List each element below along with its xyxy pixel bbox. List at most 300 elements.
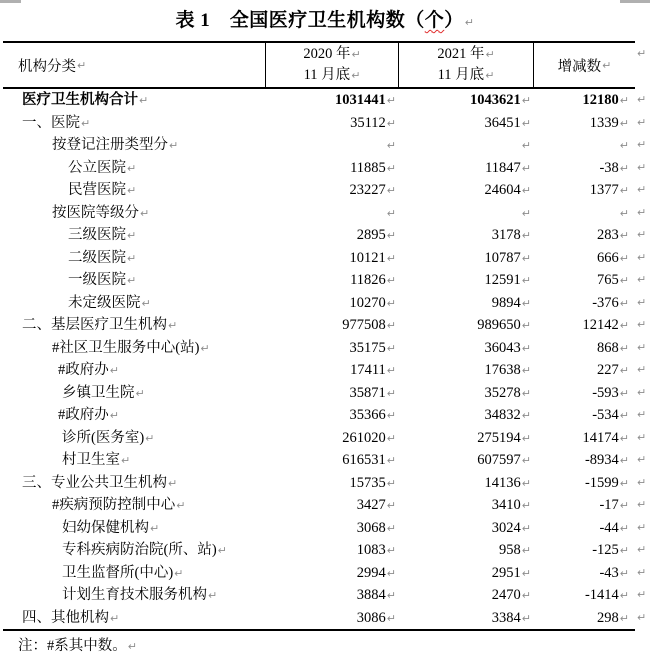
row-change-cell [533,224,647,248]
row-2020-cell [265,607,398,631]
paragraph-mark: ↵ [619,184,629,197]
row-2020-value: 10121 [349,249,386,266]
header-cell-change [533,43,647,87]
table-title-suffix: ） [444,10,464,31]
header-category-label: 机构分类 [18,58,76,75]
row-change-value: 1339 [589,114,619,131]
row-2021-cell [398,607,533,631]
row-2021-cell [398,517,533,541]
paragraph-mark: ↵ [386,274,396,287]
paragraph-mark: ↵ [351,69,361,82]
row-2021-cell [398,269,533,293]
paragraph-mark: ↵ [110,611,120,625]
row-change-value: 227 [597,362,619,378]
row-category-label: 村卫生室 [62,452,120,468]
row-2020-cell [265,134,398,158]
row-category-label: 计划生育技术服务机构 [62,587,207,603]
row-category-label: 一级医院 [68,272,126,288]
row-end-mark: ↵ [637,138,647,151]
row-category-label: 三、专业公共卫生机构 [22,474,167,491]
row-end-mark: ↵ [637,565,647,579]
paragraph-mark: ↵ [619,431,629,445]
row-change-cell [533,584,647,608]
row-2020-cell [265,539,398,563]
table-row [3,157,647,180]
paragraph-mark: ↵ [619,341,629,355]
row-change-value: -1599 [584,474,619,491]
paragraph-mark: ↵ [140,206,150,220]
row-2020-cell [265,247,398,271]
paragraph-mark: ↵ [521,296,531,310]
row-2021-cell [398,247,533,271]
table-row [3,584,647,607]
row-2020-value: 1031441 [335,92,386,108]
table-row [3,539,647,562]
paragraph-mark: ↵ [109,364,119,377]
paragraph-mark: ↵ [619,521,629,535]
row-category-cell [3,157,265,181]
table-row [3,562,647,585]
row-category-cell [3,494,265,518]
row-change-cell [533,494,647,518]
header-cell-2020 [265,43,398,87]
row-end-mark: ↵ [637,498,647,511]
header-2020-line2: 11 月底 [303,67,351,83]
row-category-label: 三级医院 [68,227,126,243]
row-2020-value: 616531 [342,452,386,468]
row-2021-value: 3024 [491,519,521,536]
row-2020-value: 11885 [350,159,386,176]
paragraph-mark: ↵ [386,544,396,557]
row-2021-value: 35278 [484,384,521,401]
row-category-cell [3,202,265,226]
paragraph-mark: ↵ [619,386,629,400]
row-2021-value: 36043 [484,339,521,356]
row-change-cell [533,202,647,226]
row-end-mark: ↵ [637,318,647,331]
row-2020-cell [265,157,398,181]
paragraph-mark: ↵ [386,341,396,355]
paragraph-mark: ↵ [386,364,396,377]
row-2020-cell [265,292,398,316]
paragraph-mark: ↵ [135,386,145,400]
row-end-mark: ↵ [637,273,647,286]
paragraph-mark: ↵ [521,139,531,152]
row-category-label: #社区卫生服务中心(站) [52,339,200,356]
row-2020-cell [265,179,398,203]
row-2021-value: 3178 [491,227,521,243]
row-2020-cell [265,89,398,113]
row-end-mark: ↵ [637,205,647,219]
header-2021-line1: 2021 年 [437,46,485,62]
row-2020-cell [265,112,398,136]
paragraph-mark: ↵ [139,94,149,107]
paragraph-mark: ↵ [619,319,629,332]
row-change-cell [533,89,647,113]
paragraph-mark: ↵ [121,454,131,467]
row-category-cell [3,562,265,586]
table-row [3,404,647,427]
row-category-cell [3,472,265,496]
row-change-value: -1414 [584,587,619,603]
row-2021-cell [398,112,533,136]
table-row [3,112,647,135]
row-2021-cell [398,134,533,158]
row-2021-cell [398,202,533,226]
row-2020-value: 3068 [356,519,386,536]
paragraph-mark: ↵ [619,476,629,490]
row-change-cell [533,337,647,361]
row-change-cell [533,314,647,338]
row-change-cell [533,472,647,496]
table-row [3,494,647,517]
row-2021-cell [398,539,533,563]
row-change-value: -17 [599,497,619,513]
paragraph-mark: ↵ [521,364,531,377]
row-2021-value: 12591 [484,272,521,288]
row-change-cell [533,269,647,293]
row-change-cell [533,179,647,203]
paragraph-mark: ↵ [386,94,396,107]
row-change-cell [533,607,647,631]
paragraph-mark: ↵ [386,229,396,242]
row-2021-value: 958 [499,542,521,558]
row-category-label: 按登记注册类型分 [52,137,168,153]
row-2021-value: 14136 [484,474,521,491]
row-category-cell [3,224,265,248]
paragraph-mark: ↵ [168,319,178,332]
row-2021-cell [398,89,533,113]
row-change-value: 12180 [582,92,619,108]
row-category-cell [3,427,265,451]
row-2020-cell [265,404,398,428]
footnote [18,636,137,657]
paragraph-mark: ↵ [521,274,531,287]
paragraph-mark: ↵ [176,499,186,512]
row-2020-value: 35871 [349,384,386,401]
row-2020-value: 261020 [342,429,386,446]
row-change-value: 298 [597,609,619,626]
paragraph-mark: ↵ [521,94,531,107]
paragraph-mark: ↵ [619,251,629,265]
paragraph-mark: ↵ [521,521,531,535]
paragraph-mark: ↵ [521,184,531,197]
row-2021-value: 36451 [484,114,521,131]
header-cell-2021 [398,43,533,87]
line-break-mark: ↵ [351,48,361,61]
row-2021-value: 275194 [477,429,521,446]
row-category-label: #政府办 [58,407,109,423]
table-row [3,247,647,270]
row-end-mark: ↵ [637,475,647,489]
table-row [3,269,647,292]
row-end-mark: ↵ [637,115,647,129]
paragraph-mark: ↵ [127,274,137,287]
paragraph-mark: ↵ [386,566,396,580]
table-title [0,7,650,36]
row-2020-value: 3427 [356,497,386,513]
row-end-mark: ↵ [637,363,647,376]
paragraph-mark: ↵ [174,566,184,580]
row-2021-cell [398,292,533,316]
paragraph-mark: ↵ [619,206,629,220]
row-change-value: -44 [599,519,619,536]
row-2020-cell [265,224,398,248]
paragraph-mark: ↵ [127,161,137,175]
row-category-label: #政府办 [58,362,109,378]
row-2021-value: 11847 [485,159,521,176]
row-end-mark: ↵ [637,250,647,264]
paragraph-mark: ↵ [521,251,531,265]
table-row [3,202,647,225]
row-2021-value: 989650 [477,317,521,333]
row-2021-value: 34832 [484,407,521,423]
table-row [3,427,647,450]
paragraph-mark: ↵ [521,341,531,355]
row-change-cell [533,382,647,406]
row-category-cell [3,539,265,563]
row-2021-cell [398,562,533,586]
paragraph-mark: ↵ [464,16,475,29]
paragraph-mark: ↵ [217,544,227,557]
paragraph-mark: ↵ [127,229,137,242]
paragraph-mark: ↵ [619,611,629,625]
paragraph-mark: ↵ [386,184,396,197]
row-category-label: 民营医院 [68,182,126,198]
row-change-cell [533,292,647,316]
paragraph-mark: ↵ [386,409,396,422]
line-break-mark: ↵ [485,48,495,61]
footnote-text: 注：#系其中数。 [18,638,127,654]
table-row [3,472,647,495]
paragraph-mark: ↵ [77,58,87,72]
row-change-cell [533,359,647,383]
row-2020-value: 15735 [349,474,386,491]
table-body [3,89,647,629]
row-2020-value: 35112 [350,114,386,131]
header-2021-line2: 11 月底 [437,67,485,83]
row-2020-value: 2994 [356,564,386,581]
row-category-cell [3,584,265,608]
paragraph-mark: ↵ [521,386,531,400]
row-change-value: 868 [597,339,619,356]
row-2021-cell [398,179,533,203]
row-2021-cell [398,472,533,496]
row-end-mark: ↵ [637,295,647,309]
row-end-mark: ↵ [637,543,647,556]
paragraph-mark: ↵ [521,544,531,557]
row-category-label: 医疗卫生机构合计 [22,92,138,108]
paragraph-mark: ↵ [619,274,629,287]
row-category-cell [3,337,265,361]
paragraph-mark: ↵ [386,319,396,332]
row-change-value: 765 [597,272,619,288]
row-change-value: -534 [592,407,619,423]
row-category-cell [3,359,265,383]
row-category-label: 专科疾病防治院(所、站) [62,542,217,558]
paragraph-mark: ↵ [619,566,629,580]
page-edge-fragment-right [620,0,650,3]
paragraph-mark: ↵ [386,251,396,265]
row-end-mark: ↵ [637,340,647,354]
paragraph-mark: ↵ [386,206,396,220]
paragraph-mark: ↵ [521,161,531,175]
row-category-label: 二级医院 [68,249,126,266]
paragraph-mark: ↵ [521,566,531,580]
row-2021-cell [398,337,533,361]
row-category-cell [3,382,265,406]
row-2020-value: 17411 [350,362,386,378]
row-2020-value: 23227 [349,182,386,198]
row-change-cell [533,562,647,586]
row-2020-value: 11826 [350,272,386,288]
paragraph-mark: ↵ [521,229,531,242]
row-2021-value: 10787 [484,249,521,266]
row-2021-value: 2470 [491,587,521,603]
row-category-label: 一、医院 [22,114,80,131]
row-category-label: 卫生监督所(中心) [62,564,174,581]
row-2021-value: 24604 [484,182,521,198]
row-2021-cell [398,314,533,338]
row-change-cell [533,247,647,271]
row-change-value: -8934 [584,452,619,468]
row-category-cell [3,404,265,428]
row-category-label: 四、其他机构 [22,609,109,626]
row-change-cell [533,427,647,451]
row-category-cell [3,607,265,631]
row-category-cell [3,269,265,293]
row-end-mark: ↵ [637,588,647,601]
row-category-cell [3,449,265,473]
row-end-mark: ↵ [637,228,647,241]
row-change-cell [533,539,647,563]
row-2021-cell [398,382,533,406]
row-2021-value: 3384 [491,609,521,626]
table-row [3,292,647,315]
row-end-mark: ↵ [637,520,647,534]
row-2021-value: 2951 [491,564,521,581]
row-2021-cell [398,584,533,608]
row-change-cell [533,112,647,136]
row-2020-cell [265,472,398,496]
row-change-cell [533,134,647,158]
paragraph-mark: ↵ [619,94,629,107]
paragraph-mark: ↵ [150,521,160,535]
table-row [3,337,647,360]
row-2021-value: 9894 [491,294,521,311]
row-2021-value: 1043621 [470,92,521,108]
paragraph-mark: ↵ [200,341,210,355]
row-category-cell [3,134,265,158]
row-2020-cell [265,314,398,338]
paragraph-mark: ↵ [521,499,531,512]
paragraph-mark: ↵ [208,589,218,602]
row-end-mark: ↵ [637,385,647,399]
paragraph-mark: ↵ [109,409,119,422]
paragraph-mark: ↵ [619,296,629,310]
row-2020-cell [265,359,398,383]
paragraph-mark: ↵ [81,116,91,130]
table-header-row [3,43,647,89]
paragraph-mark: ↵ [127,640,137,653]
row-change-cell [533,517,647,541]
paragraph-mark: ↵ [619,161,629,175]
row-change-value: -593 [592,384,619,401]
row-2020-value: 10270 [349,294,386,311]
row-2020-value: 3086 [356,609,386,626]
header-2020-line1: 2020 年 [303,46,351,62]
row-end-mark: ↵ [637,453,647,466]
row-2020-cell [265,269,398,293]
row-2020-cell [265,337,398,361]
row-2021-cell [398,224,533,248]
paragraph-mark: ↵ [521,431,531,445]
paragraph-mark: ↵ [619,116,629,130]
row-2021-cell [398,157,533,181]
paragraph-mark: ↵ [485,69,495,82]
row-category-label: 乡镇卫生院 [62,384,135,401]
row-category-label: 妇幼保健机构 [62,519,149,536]
paragraph-mark: ↵ [127,184,137,197]
row-2020-value: 35366 [349,407,386,423]
table-row [3,359,647,382]
row-change-cell [533,157,647,181]
row-change-value: -38 [599,159,619,176]
paragraph-mark: ↵ [521,409,531,422]
row-category-cell [3,314,265,338]
row-end-mark: ↵ [637,408,647,421]
header-cell-category [3,43,265,87]
paragraph-mark: ↵ [521,611,531,625]
row-category-cell [3,89,265,113]
row-change-cell [533,404,647,428]
row-change-value: -125 [592,542,619,558]
row-2020-cell [265,494,398,518]
table-row [3,607,647,630]
paragraph-mark: ↵ [619,229,629,242]
table-row [3,449,647,472]
row-category-label: 诊所(医务室) [62,429,145,446]
paragraph-mark: ↵ [619,544,629,557]
table-row [3,134,647,157]
row-change-value: 283 [597,227,619,243]
paragraph-mark: ↵ [386,431,396,445]
paragraph-mark: ↵ [386,296,396,310]
spellcheck-underlined-char: 个 [424,10,445,31]
row-2020-cell [265,449,398,473]
table-title-text: 表 1 全国医疗卫生机构数（ [175,10,425,31]
page-edge-fragment-left [0,0,21,3]
row-category-cell [3,517,265,541]
paragraph-mark: ↵ [619,139,629,152]
paragraph-mark: ↵ [619,409,629,422]
paragraph-mark: ↵ [386,611,396,625]
row-2021-cell [398,494,533,518]
statistics-table [3,41,647,631]
paragraph-mark: ↵ [386,161,396,175]
paragraph-mark: ↵ [386,454,396,467]
row-2021-value: 3410 [491,497,521,513]
table-row [3,224,647,247]
row-2020-cell [265,427,398,451]
paragraph-mark: ↵ [168,476,178,490]
paragraph-mark: ↵ [386,139,396,152]
row-change-value: 14174 [582,429,619,446]
paragraph-mark: ↵ [602,58,612,72]
row-end-mark: ↵ [637,47,647,60]
paragraph-mark: ↵ [386,521,396,535]
row-2021-cell [398,427,533,451]
